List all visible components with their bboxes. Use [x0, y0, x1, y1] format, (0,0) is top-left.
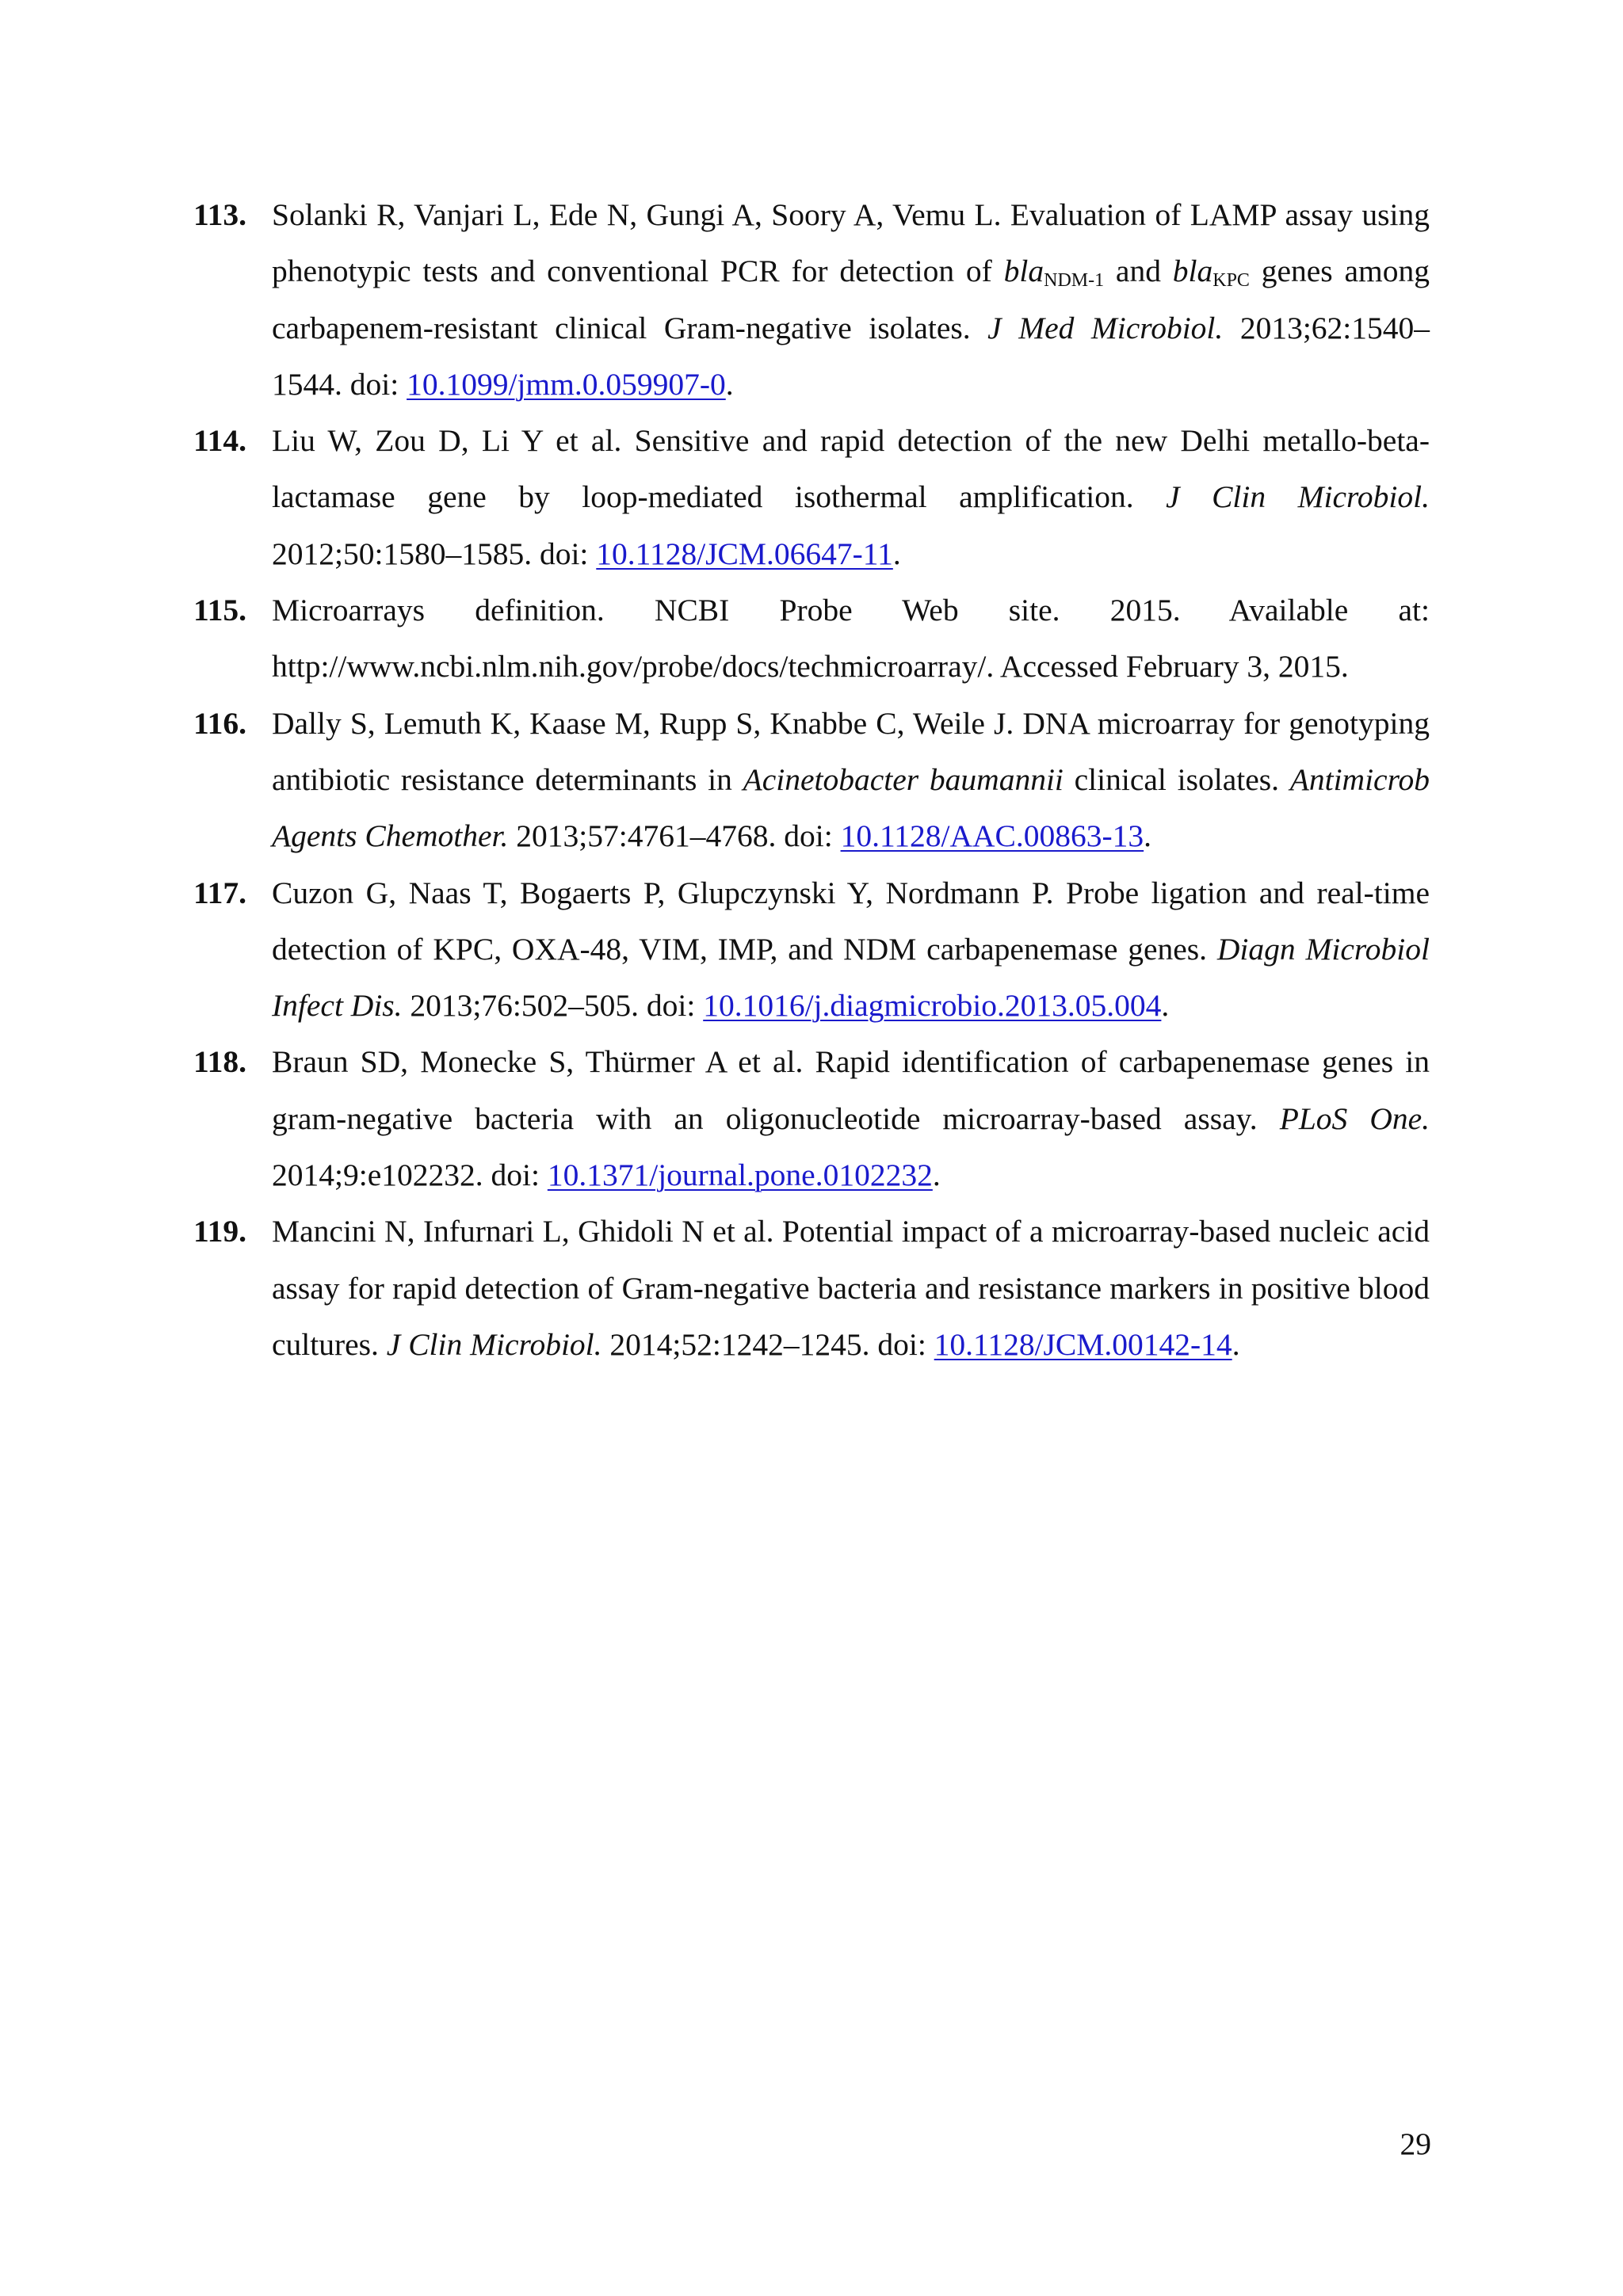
doi-link[interactable]: 10.1128/JCM.00142-14 — [934, 1326, 1232, 1362]
reference-number: 117. — [193, 875, 246, 910]
doi-link[interactable]: 10.1016/j.diagmicrobio.2013.05.004 — [703, 988, 1162, 1024]
journal-name: PLoS One. — [1279, 1100, 1430, 1136]
doi-link[interactable]: 10.1099/jmm.0.059907-0 — [407, 366, 726, 402]
journal-name: Diagn Microbiol Infect Dis. — [272, 931, 1430, 1024]
reference-text: Mancini N, Infurnari L, Ghidoli N et al. Potential impact of a microarray-based nucleic acid assay for rapid detection of Gram-negative bacteria and resistance markers in positive blood cultures. J Clin Microbiol. 2014;52:1242–1245. doi: 10.1128/JCM.00142-14. — [272, 1214, 1430, 1362]
reference-number: 118. — [193, 1044, 246, 1080]
reference-118 — [193, 1034, 1430, 1203]
reference-number: 119. — [193, 1214, 246, 1249]
doi-link[interactable]: 10.1128/AAC.00863-13 — [840, 818, 1144, 854]
reference-number: 116. — [193, 705, 246, 741]
reference-number: 114. — [193, 423, 246, 459]
reference-number: 113. — [193, 197, 246, 232]
reference-text: Cuzon G, Naas T, Bogaerts P, Glupczynski Y, Nordmann P. Probe ligation and real-time detection of KPC, OXA-48, VIM, IMP, and NDM carbapenemase genes. Diagn Microbiol Infect Dis. 2013;76:502–505. doi: 10.1016/j.diagmicrobio.2013.05.004. — [272, 875, 1430, 1024]
journal-name: Antimicrob Agents Chemother. — [272, 761, 1430, 854]
journal-name: J Med Microbiol. — [987, 310, 1224, 345]
journal-name: J Clin Microbiol. — [1166, 479, 1430, 515]
doi-link[interactable]: 10.1128/JCM.06647-11 — [596, 536, 893, 571]
gene-name: bla — [1172, 254, 1213, 289]
page-number: 29 — [1400, 2126, 1431, 2161]
journal-name: J Clin Microbiol. — [386, 1326, 602, 1362]
reference-113 — [193, 187, 1430, 413]
reference-text: Liu W, Zou D, Li Y et al. Sensitive and rapid detection of the new Delhi metallo-beta-lactamase gene by loop-mediated isothermal amplification. J Clin Microbiol. 2012;50:1580–1585. doi: 10.1128/JCM.06647-11. — [272, 423, 1430, 571]
reference-114 — [193, 413, 1430, 582]
reference-text: Microarrays definition. NCBI Probe Web site. 2015. Available at: http://www.ncbi.nlm.nih.gov/probe/docs/techmicroarray/. Accessed February 3, 2015. — [272, 593, 1430, 685]
species-name: Acinetobacter baumannii — [743, 761, 1064, 797]
reference-116 — [193, 696, 1430, 865]
reference-number: 115. — [193, 593, 246, 628]
doi-link[interactable]: 10.1371/journal.pone.0102232 — [547, 1158, 933, 1193]
gene-name: bla — [1003, 254, 1044, 289]
reference-text: Braun SD, Monecke S, Thürmer A et al. Rapid identification of carbapenemase genes in gram-negative bacteria with an oligonucleotide microarray-based assay. PLoS One. 2014;9:e102232. doi: 10.1371/journal.pone.0102232. — [272, 1044, 1430, 1193]
reference-list — [193, 187, 1430, 1373]
gene-subscript: NDM-1 — [1044, 270, 1105, 292]
reference-117 — [193, 865, 1430, 1035]
gene-subscript: KPC — [1212, 270, 1250, 292]
reference-text: Dally S, Lemuth K, Kaase M, Rupp S, Knabbe C, Weile J. DNA microarray for genotyping antibiotic resistance determinants in Acinetobacter baumannii clinical isolates. Antimicrob Agents Chemother. 2013;57:4761–4768. doi: 10.1128/AAC.00863-13. — [272, 705, 1430, 854]
reference-text: Solanki R, Vanjari L, Ede N, Gungi A, Soory A, Vemu L. Evaluation of LAMP assay using phenotypic tests and conventional PCR for detection of bla$_{NDM-1}$ and bla$_{KPC}$ genes among carbapenem-resistant clinical Gram-negative isolates. J Med Microbiol. 2013;62:1540–1544. doi: 10.1099/jmm.0.059907-0. — [272, 197, 1430, 402]
reference-119 — [193, 1203, 1430, 1373]
reference-115 — [193, 582, 1430, 696]
